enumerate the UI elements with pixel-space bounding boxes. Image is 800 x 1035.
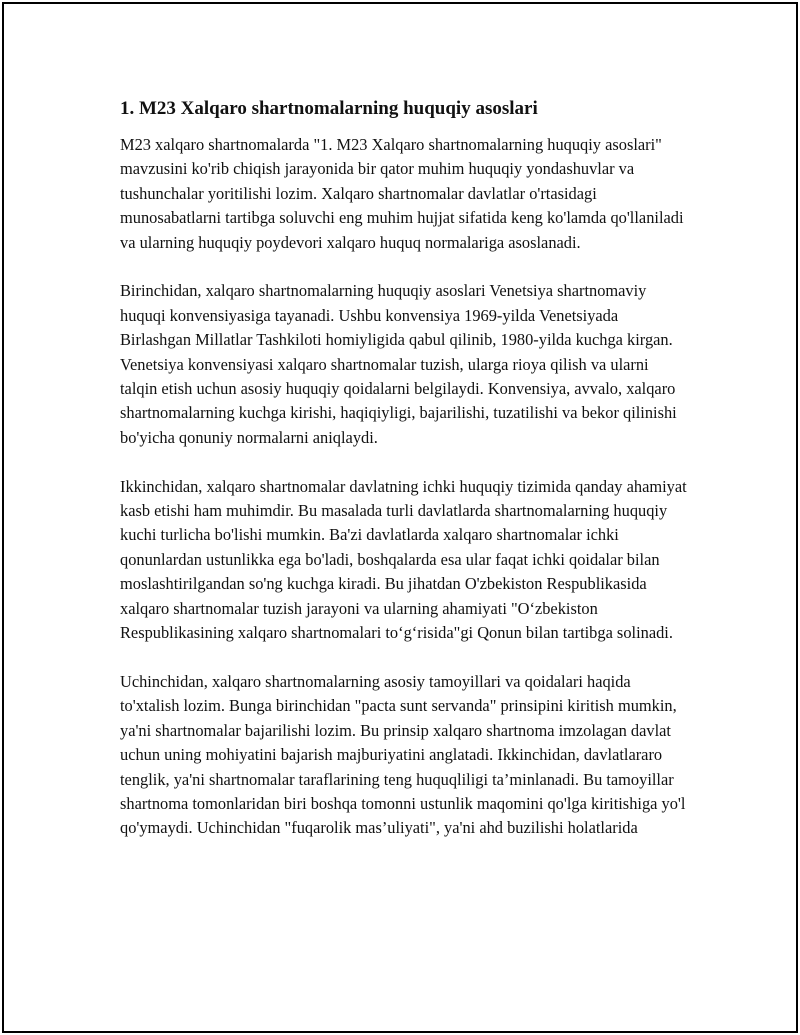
paragraph-first: Birinchidan, xalqaro shartnomalarning huquqiy asoslari Venetsiya shartnomaviy huquqi konvensiyasiga tayanadi. Ushbu konvensiya 1969-yilda Venetsiyada Birlashgan Millatlar Tashkiloti homiyligida qabul qilinib, 1980-yilda kuchga kirgan. Venetsiya konvensiyasi xalqaro shartnomalar tuzish, ularga rioya qilish va ularni talqin etish uchun asosiy huquqiy qoidalarni belgilaydi. Konvensiya, avvalo, xalqaro shartnomalarning kuchga kirishi, haqiqiyligi, bajarilishi, tuzatilishi va bekor qilinishi bo'yicha qonuniy normalarni aniqlaydi. <box>120 281 677 447</box>
document-body <box>120 97 690 865</box>
paragraph-second: Ikkinchidan, xalqaro shartnomalar davlatning ichki huquqiy tizimida qanday ahamiyat kasb etishi ham muhimdir. Bu masalada turli davlatlarda shartnomalarning huquqiy kuchi turlicha bo'lishi mumkin. Ba'zi davlatlarda xalqaro shartnomalar ichki qonunlardan ustunlikka ega bo'ladi, boshqalarda esa ular faqat ichki qoidalar bilan moslashtirilgandan so'ng kuchga kiradi. Bu jihatdan O'zbekiston Respublikasida xalqaro shartnomalar tuzish jarayoni va ularning ahamiyati "O‘zbekiston Respublikasining xalqaro shartnomalari to‘g‘risida"gi Qonun bilan tartibga solinadi. <box>120 476 687 643</box>
paragraph-third: Uchinchidan, xalqaro shartnomalarning asosiy tamoyillari va qoidalari haqida to'xtalish lozim. Bunga birinchidan "pacta sunt servanda" prinsipini kiritish mumkin, ya'ni shartnomalar bajarilishi lozim. Bu prinsip xalqaro shartnoma imzolagan davlat uchun uning mohiyatini bajarish majburiyatini anglatadi. Ikkinchidan, davlatlararo tenglik, ya'ni shartnomalar taraflarining teng huquqliligi ta’minlanadi. Bu tamoyillar shartnoma tomonlaridan biri boshqa tomonni ustunlik maqomini qo'lga kiritishiga yo'l qo'ymaydi. Uchinchidan "fuqarolik mas’uliyati", ya'ni ahd buzilishi holatlarida <box>120 671 686 838</box>
document-title: 1. M23 Xalqaro shartnomalarning huquqiy asoslari <box>120 98 538 119</box>
page-frame <box>2 2 798 1033</box>
paragraph-intro: M23 xalqaro shartnomalarda "1. M23 Xalqaro shartnomalarning huquqiy asoslari" mavzusini ko'rib chiqish jarayonida bir qator muhim huquqiy yondashuvlar va tushunchalar yoritilishi lozim. Xalqaro shartnomalar davlatlar o'rtasidagi munosabatlarni tartibga soluvchi eng muhim hujjat sifatida keng ko'lamda qo'llaniladi va ularning huquqiy poydevori xalqaro huquq normalariga asoslanadi. <box>120 135 684 252</box>
